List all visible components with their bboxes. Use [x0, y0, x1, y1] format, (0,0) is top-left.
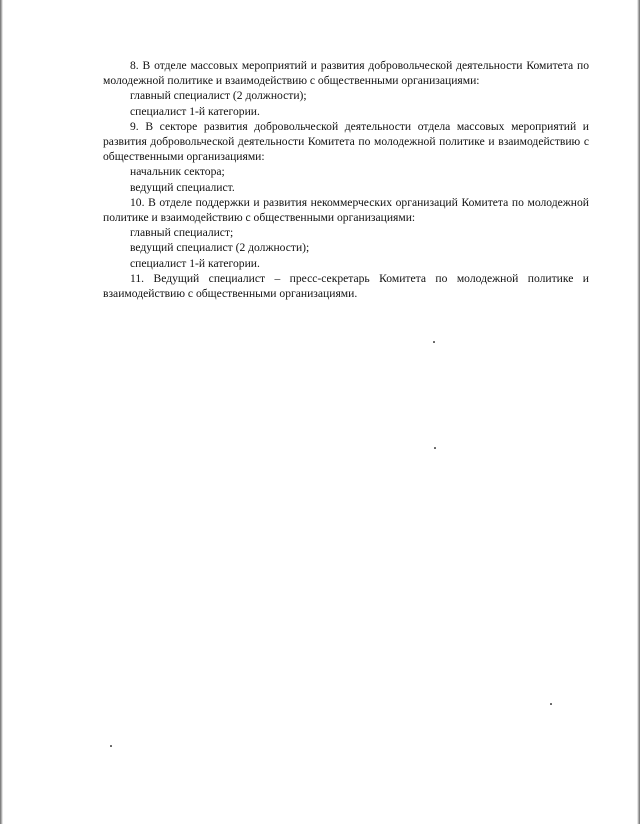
scan-speck: [434, 447, 436, 449]
section-9-item-1: начальник сектора;: [130, 165, 225, 179]
section-9-item-2: ведущий специалист.: [130, 180, 235, 194]
scan-speck: [110, 745, 112, 747]
section-11-intro: 11. Ведущий специалист – пресс-секретарь Комитета по молодежной политике и взаимодействию с общественными организациями.: [103, 271, 589, 301]
document-body: [103, 58, 589, 301]
section-10-item-1: главный специалист;: [130, 226, 234, 240]
scan-speck: [550, 703, 552, 705]
section-10-intro: 10. В отделе поддержки и развития некоммерческих организаций Комитета по молодежной политике и взаимодействию с общественными организациями:: [103, 195, 589, 225]
section-10-item-2: ведущий специалист (2 должности);: [130, 241, 310, 255]
section-9-intro: 9. В секторе развития добровольческой деятельности отдела массовых мероприятий и развития добровольческой деятельности Комитета по молодежной политике и взаимодействию с общественными организациями:: [103, 119, 589, 164]
section-8-item-1: главный специалист (2 должности);: [130, 89, 307, 103]
scan-speck: [433, 341, 435, 343]
scan-edge-left: [0, 0, 3, 824]
section-8-intro: 8. В отделе массовых мероприятий и развития добровольческой деятельности Комитета по молодежной политике и взаимодействию с общественными организациями:: [103, 59, 589, 88]
section-10-item-3: специалист 1-й категории.: [130, 256, 260, 270]
section-8-item-2: специалист 1-й категории.: [130, 104, 260, 118]
